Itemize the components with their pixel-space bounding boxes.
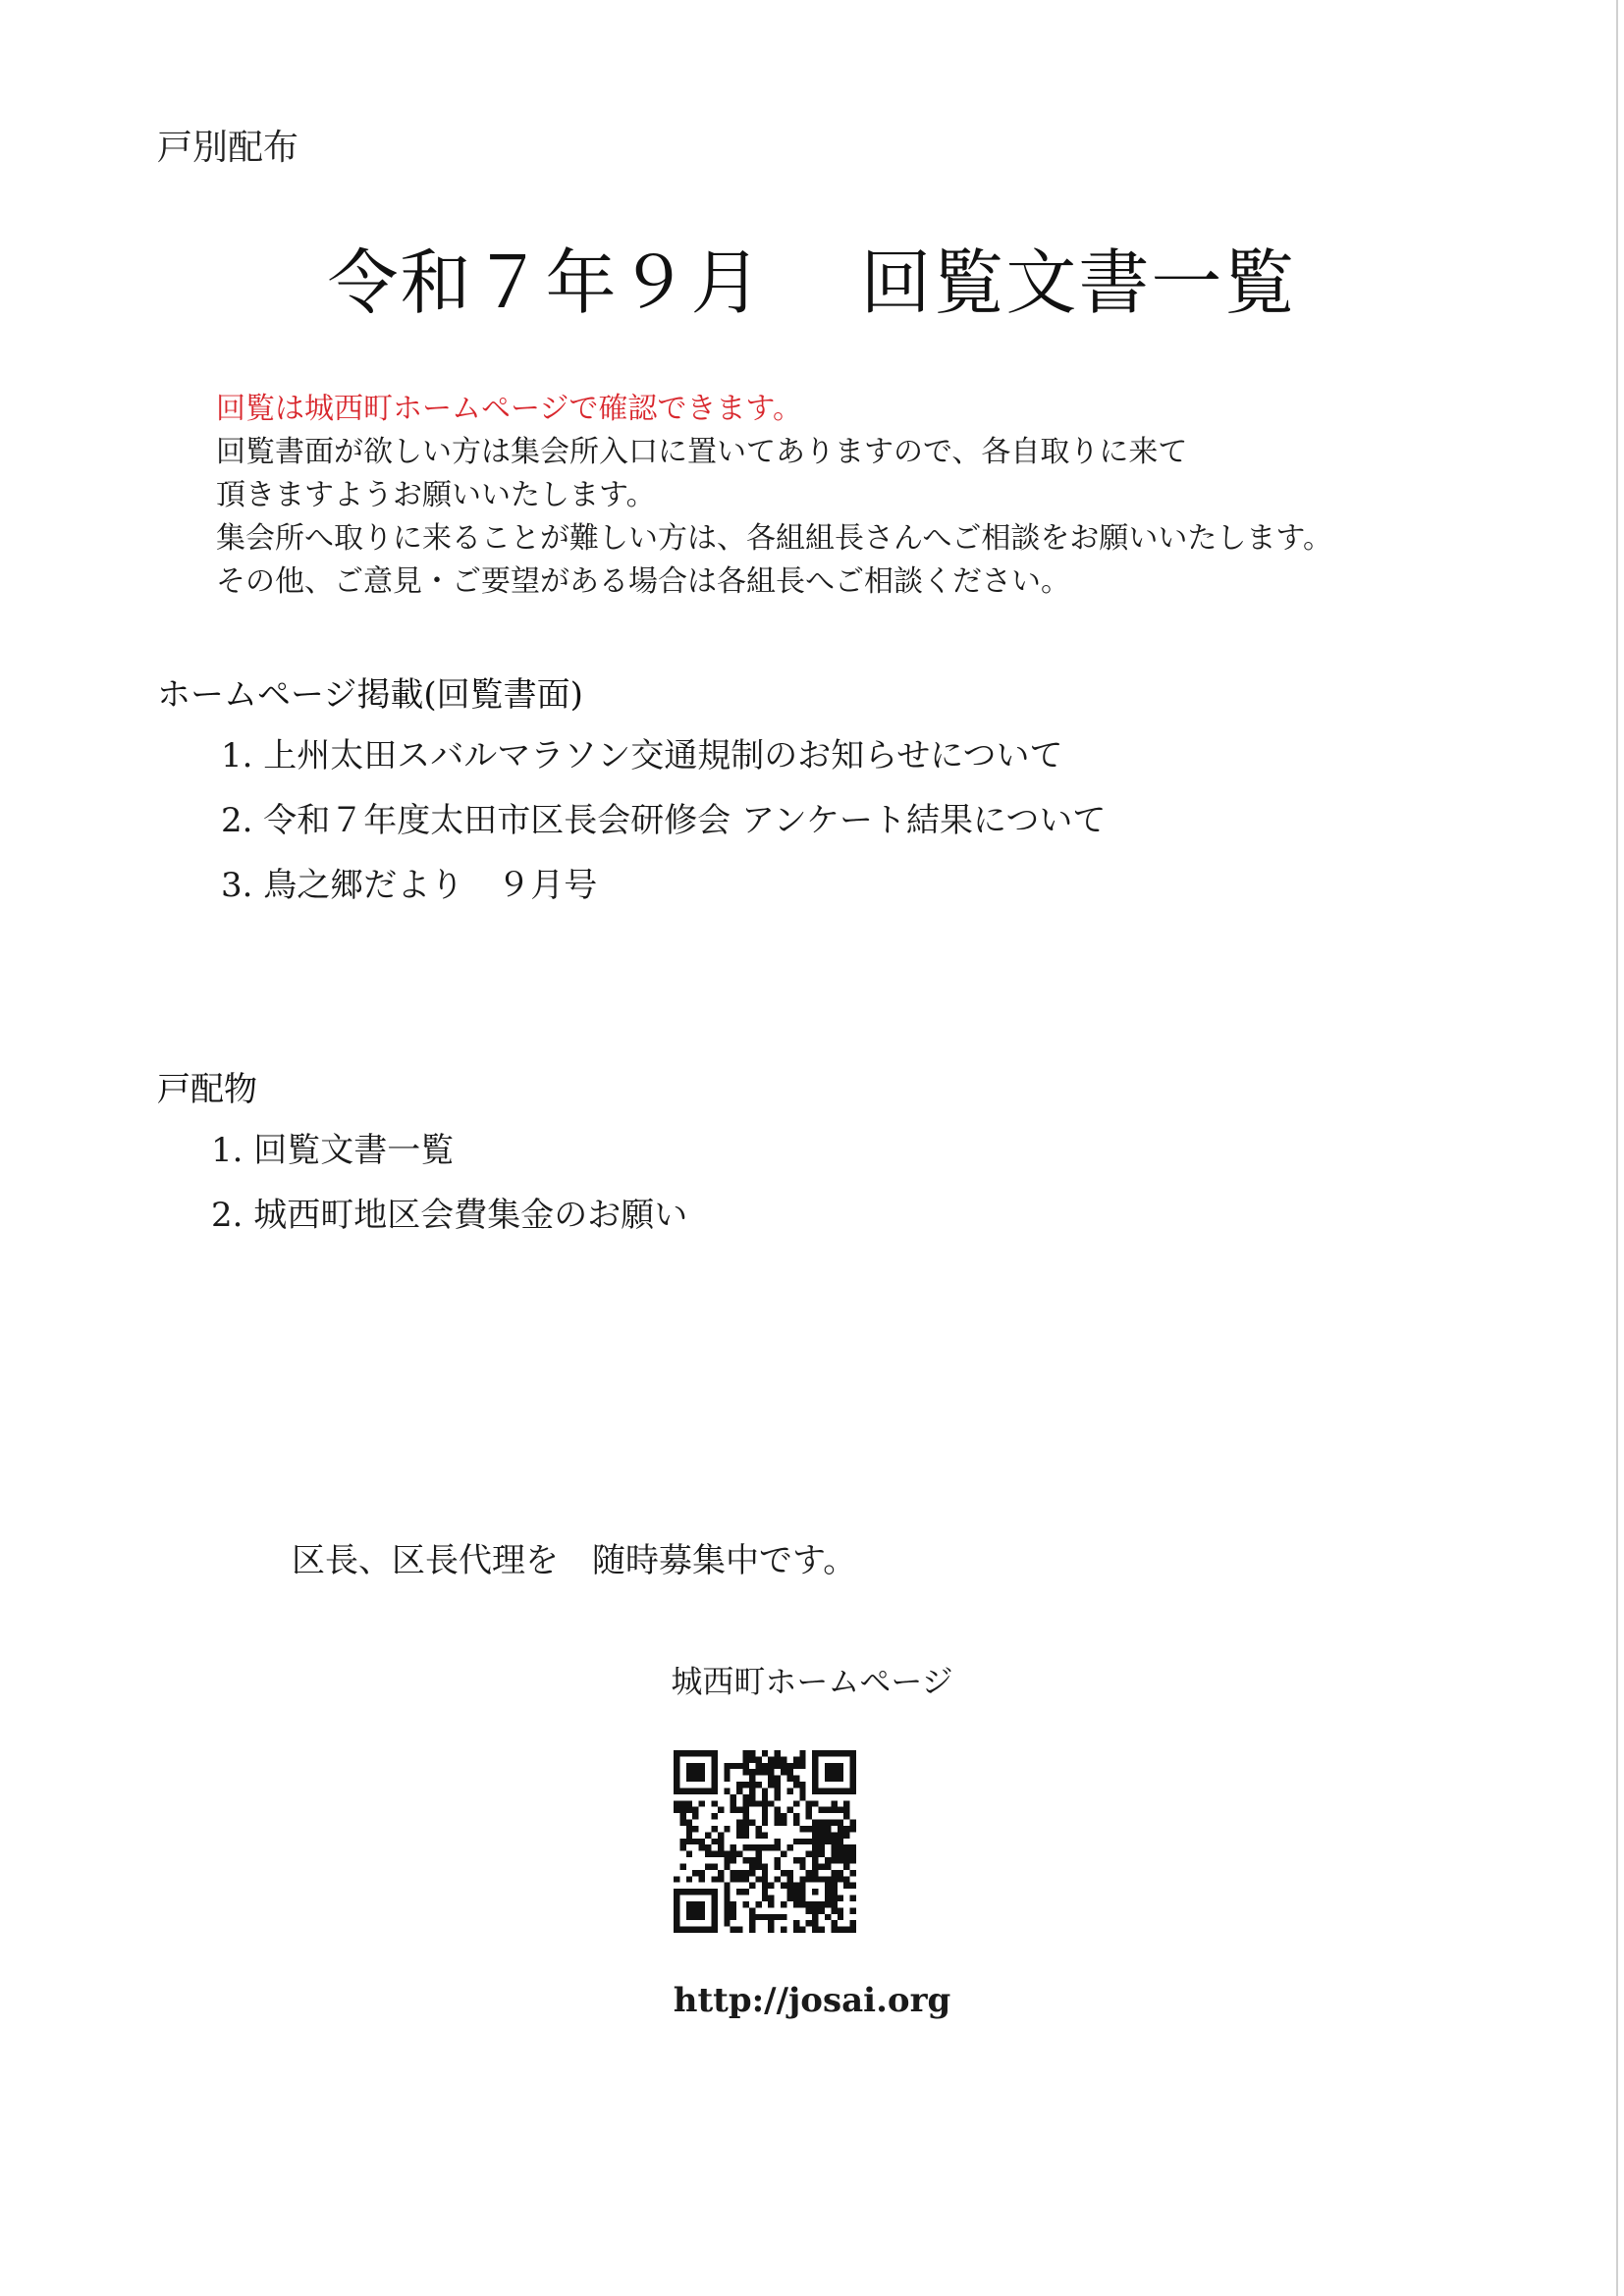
- qr-code-icon: [674, 1750, 856, 1933]
- notice-highlight: 回覧は城西町ホームページで確認できます。: [216, 392, 802, 426]
- notice-line: 集会所へ取りに来ることが難しい方は、各組組長さんへご相談をお願いいたします。: [216, 521, 1332, 556]
- list-item: 1. 回覧文書一覧: [211, 1131, 455, 1170]
- homepage-section-heading: ホームページ掲載(回覧書面): [157, 675, 583, 715]
- page-title: 令和７年９月 回覧文書一覧: [327, 241, 1297, 324]
- recruitment-notice: 区長、区長代理を 随時募集中です。: [292, 1541, 857, 1580]
- list-item: 1. 上州太田スバルマラソン交通規制のお知らせについて: [221, 736, 1063, 775]
- delivery-item-list: [211, 1127, 687, 1256]
- notice-block: [216, 388, 1332, 604]
- homepage-url-link[interactable]: http://josai.org: [673, 1981, 951, 2020]
- notice-line: その他、ご意見・ご要望がある場合は各組長へご相談ください。: [216, 564, 1070, 599]
- homepage-document-list: [221, 732, 1106, 927]
- list-item: 3. 鳥之郷だより ９月号: [221, 866, 598, 905]
- notice-line: 頂きますようお願いいたします。: [216, 478, 656, 512]
- scan-edge-line: [1616, 0, 1618, 2296]
- list-item: 2. 城西町地区会費集金のお願い: [211, 1196, 688, 1235]
- delivery-section-heading: 戸配物: [157, 1070, 257, 1109]
- homepage-label: 城西町ホームページ: [671, 1663, 953, 1700]
- distribution-type-label: 戸別配布: [157, 128, 299, 168]
- list-item: 2. 令和７年度太田市区長会研修会 アンケート結果について: [221, 801, 1107, 840]
- notice-line: 回覧書面が欲しい方は集会所入口に置いてありますので、各自取りに来て: [216, 435, 1188, 469]
